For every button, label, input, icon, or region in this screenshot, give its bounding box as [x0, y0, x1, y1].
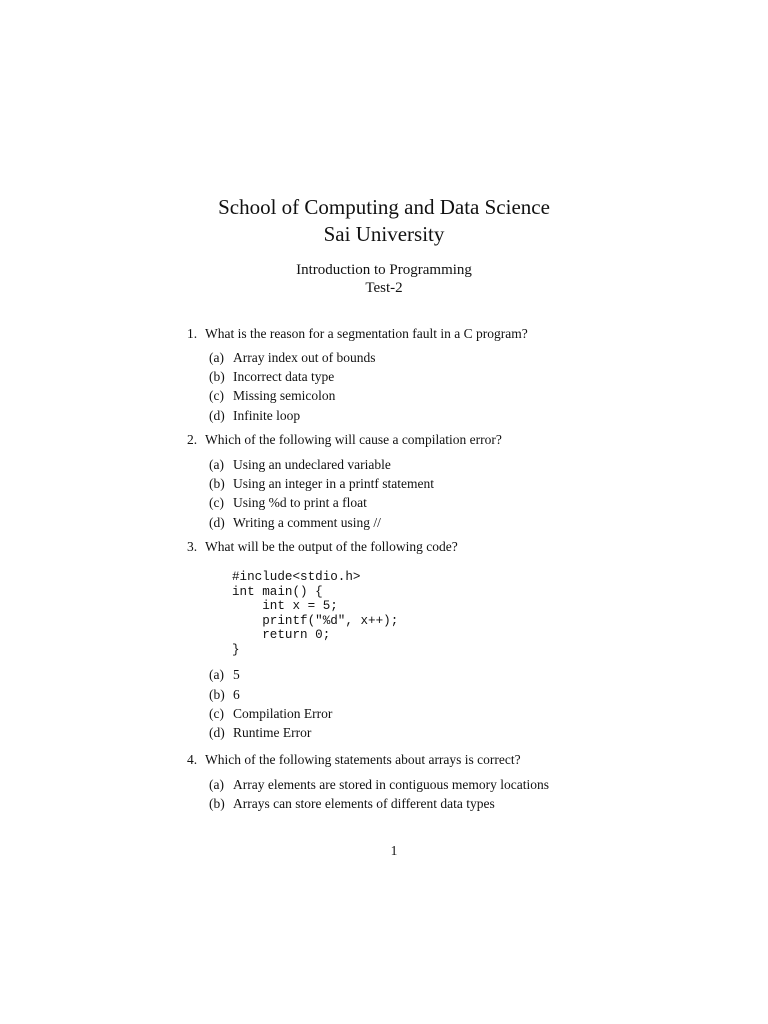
test-title: Test-2 [365, 280, 403, 296]
question-3 [187, 539, 458, 555]
question-text: Which of the following statements about arrays is correct? [205, 752, 521, 767]
option-text: Using %d to print a float [233, 495, 367, 510]
page-number: 1 [390, 843, 398, 858]
option-label: (a) [209, 777, 224, 792]
option-label: (a) [209, 457, 224, 472]
school-title: School of Computing and Data Science [218, 195, 550, 219]
option-1d [209, 408, 300, 424]
option-text: Using an integer in a printf statement [233, 476, 434, 491]
option-4a [209, 777, 549, 793]
option-3b [209, 687, 240, 703]
option-label: (b) [209, 796, 225, 811]
option-1c [209, 388, 335, 404]
question-2 [187, 432, 502, 448]
option-label: (d) [209, 515, 225, 530]
question-text: Which of the following will cause a compilation error? [205, 432, 502, 447]
option-label: (b) [209, 369, 225, 384]
option-2b [209, 476, 434, 492]
option-label: (d) [209, 725, 225, 740]
option-text: 5 [233, 667, 240, 682]
option-text: Runtime Error [233, 725, 312, 740]
option-label: (c) [209, 706, 224, 721]
option-label: (b) [209, 476, 225, 491]
university-title: Sai University [323, 222, 445, 246]
question-text: What is the reason for a segmentation fault in a C program? [205, 326, 528, 341]
option-text: Array elements are stored in contiguous memory locations [233, 777, 550, 792]
option-label: (a) [209, 350, 224, 365]
option-3d [209, 725, 311, 741]
option-label: (d) [209, 408, 225, 423]
option-2d [209, 515, 381, 531]
option-label: (a) [209, 667, 224, 682]
question-1 [187, 326, 528, 342]
option-text: Arrays can store elements of different data types [233, 796, 495, 811]
question-number: 3. [187, 539, 198, 554]
option-3a [209, 667, 240, 683]
question-number: 4. [187, 752, 198, 767]
option-text: Missing semicolon [233, 388, 336, 403]
option-4b [209, 796, 495, 812]
option-2a [209, 457, 391, 473]
option-label: (b) [209, 687, 225, 702]
option-label: (c) [209, 388, 224, 403]
option-text: Infinite loop [233, 408, 301, 423]
code-block: #include<stdio.h> int main() { int x = 5; printf("%d", x++); return 0; } [232, 570, 399, 657]
option-text: Compilation Error [233, 706, 333, 721]
option-3c [209, 706, 332, 722]
option-1a [209, 350, 375, 366]
option-text: Writing a comment using // [233, 515, 381, 530]
course-title: Introduction to Programming [296, 262, 472, 278]
option-1b [209, 369, 334, 385]
question-text: What will be the output of the following code? [205, 539, 458, 554]
option-label: (c) [209, 495, 224, 510]
question-number: 2. [187, 432, 198, 447]
option-text: Incorrect data type [233, 369, 335, 384]
option-text: Using an undeclared variable [233, 457, 391, 472]
option-text: 6 [233, 687, 240, 702]
option-text: Array index out of bounds [233, 350, 376, 365]
question-4 [187, 752, 521, 768]
option-2c [209, 495, 367, 511]
question-number: 1. [187, 326, 198, 341]
